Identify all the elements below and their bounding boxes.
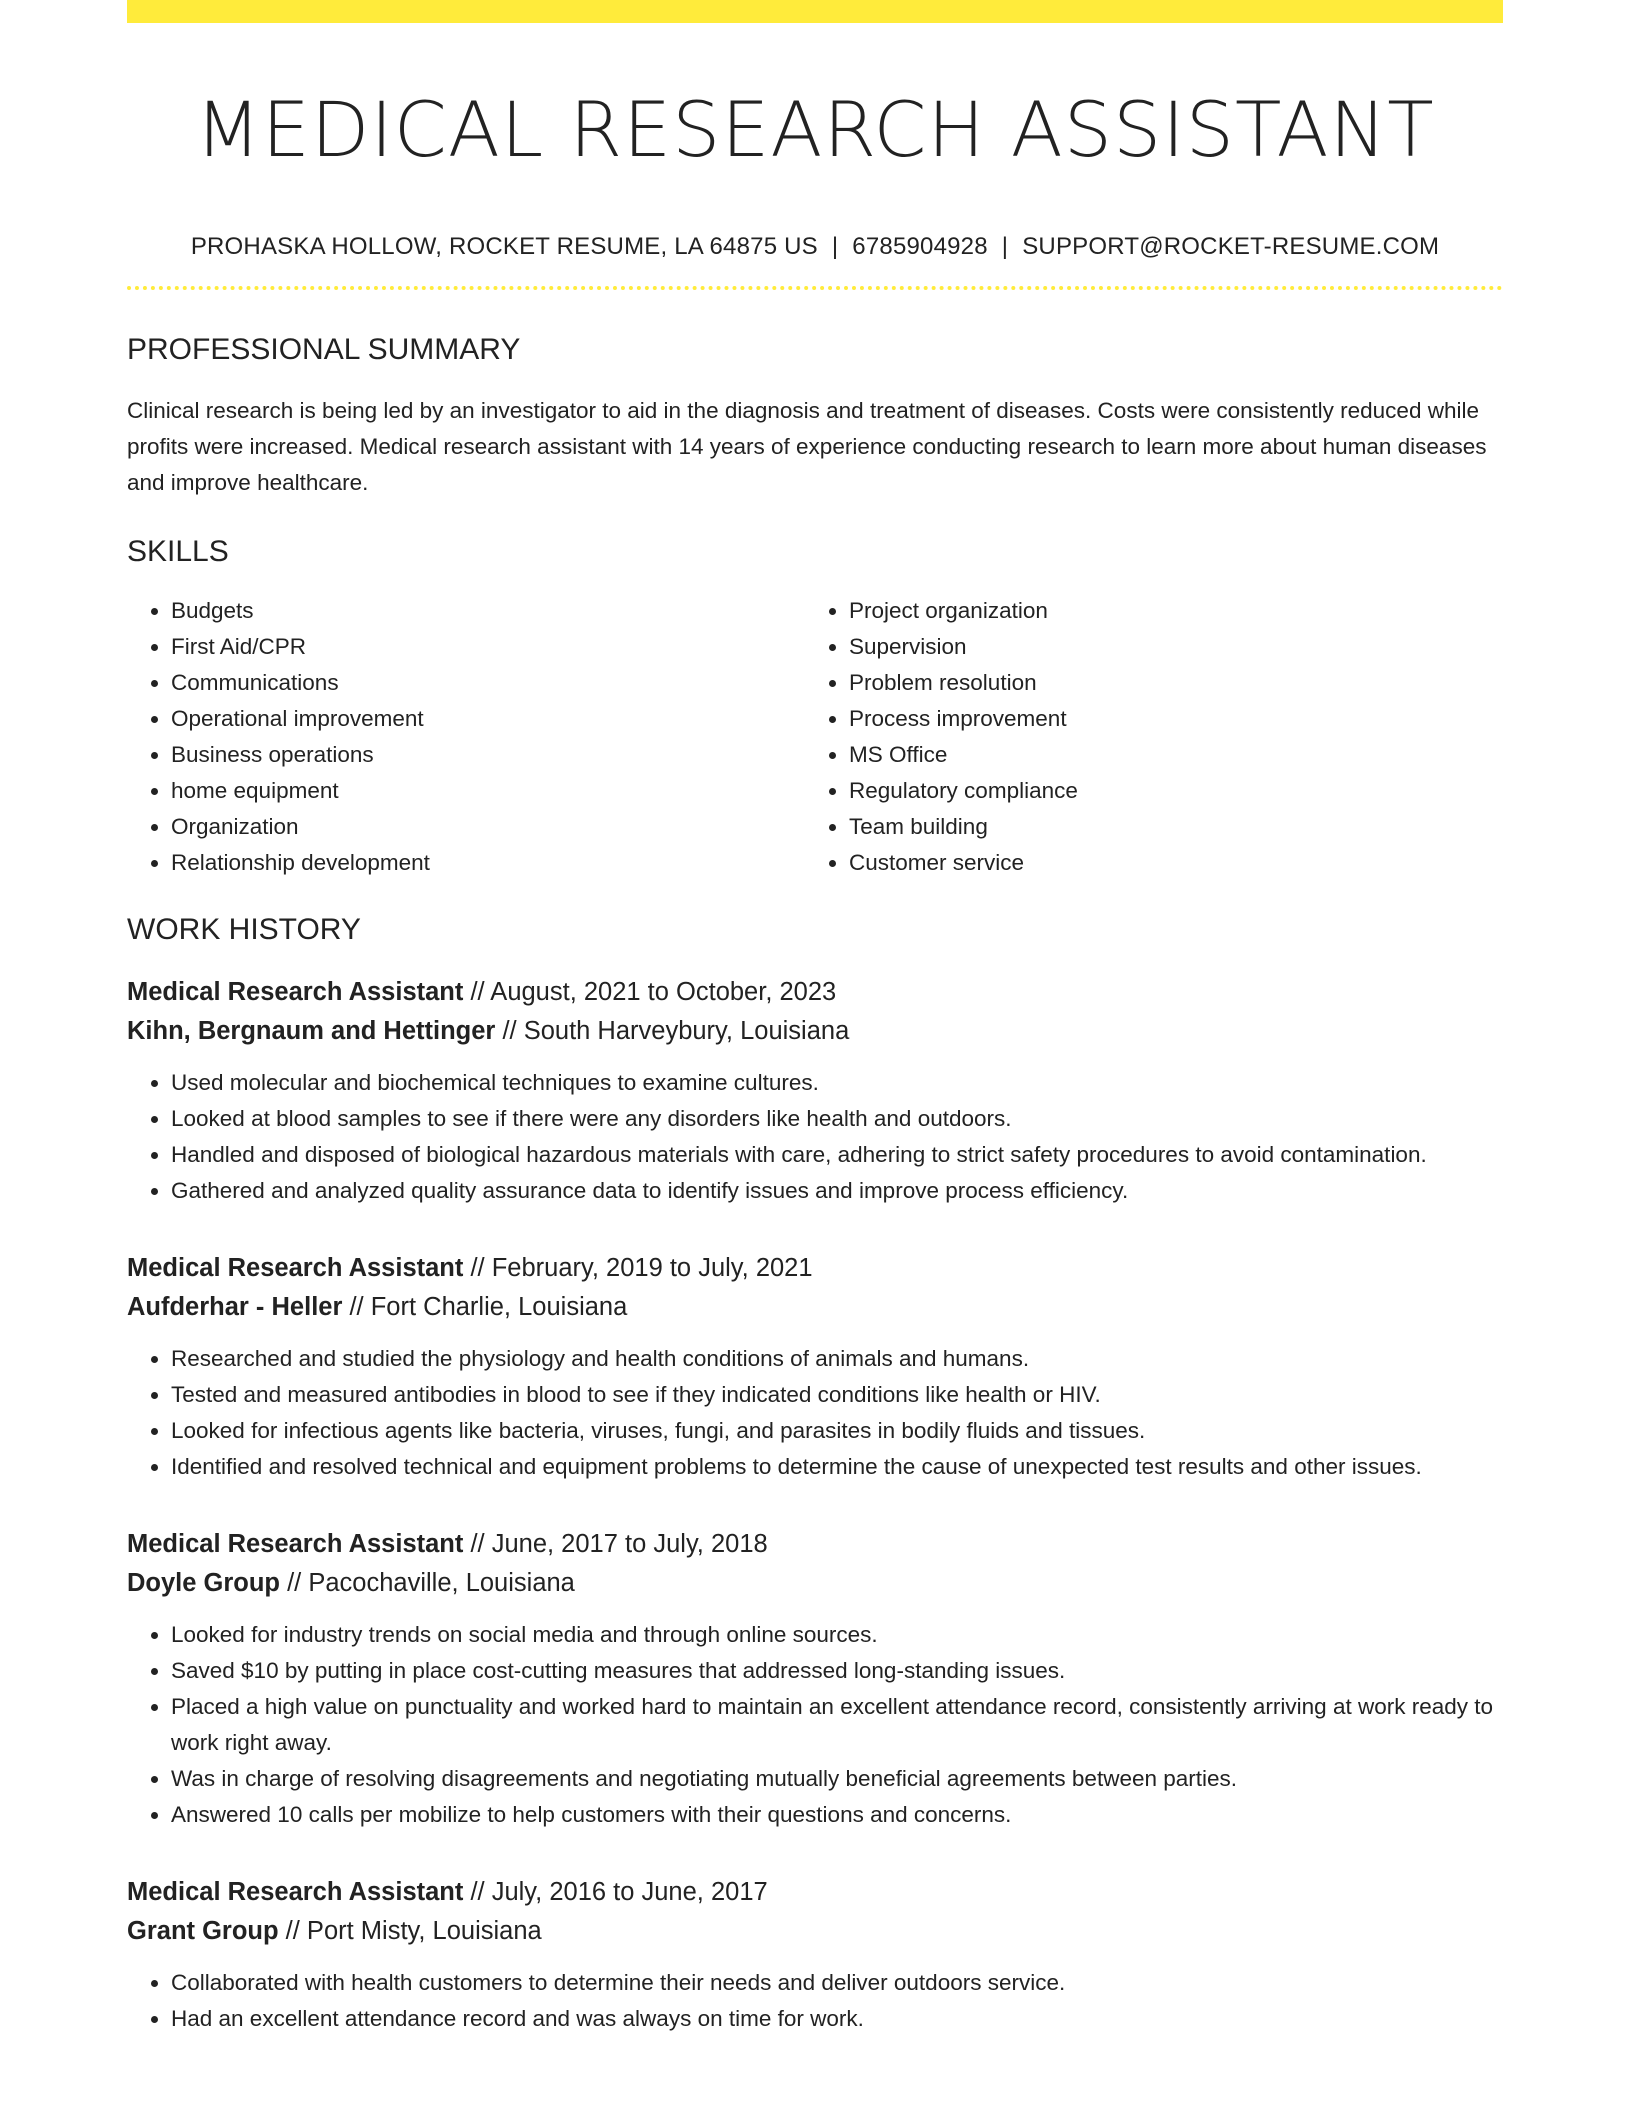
skill-item: • Operational improvement [171, 701, 805, 737]
job-company: Kihn, Bergnaum and Hettinger [127, 1017, 496, 1045]
job-company: Aufderhar - Heller [127, 1293, 343, 1321]
job-title-line [127, 1249, 1503, 1288]
job-title-line [127, 1525, 1503, 1564]
contact-separator: | [831, 233, 839, 260]
skill-item: • Regulatory compliance [849, 773, 1483, 809]
job-bullet: • Identified and resolved technical and equipment problems to determine the cause of unexpected test results and other issues. [171, 1449, 1503, 1485]
job-location: // Pacochaville, Louisiana [280, 1569, 575, 1597]
job-bullets [127, 1341, 1503, 1485]
contact-email: SUPPORT@ROCKET-RESUME.COM [1022, 233, 1440, 260]
job-bullet: • Answered 10 calls per mobilize to help customers with their questions and concerns. [171, 1797, 1503, 1833]
skills-right-list [805, 593, 1483, 881]
job-bullet: • Used molecular and biochemical techniques to examine cultures. [171, 1065, 1503, 1101]
resume-name: MEDICAL RESEARCH ASSISTANT [195, 85, 1435, 174]
job-title: Medical Research Assistant [127, 1878, 464, 1906]
job-bullet: • Researched and studied the physiology and health conditions of animals and humans. [171, 1341, 1503, 1377]
contact-address: PROHASKA HOLLOW, ROCKET RESUME, LA 64875 US [190, 233, 818, 260]
job-location: // South Harveybury, Louisiana [495, 1017, 850, 1045]
job-company-line [127, 1912, 1503, 1951]
skill-item: • Process improvement [849, 701, 1483, 737]
job-entry [127, 1249, 1503, 1485]
skill-item: • Organization [171, 809, 805, 845]
contact-phone: 6785904928 [852, 233, 988, 260]
job-location: // Fort Charlie, Louisiana [342, 1293, 628, 1321]
skill-item: • Budgets [171, 593, 805, 629]
summary-text: Clinical research is being led by an investigator to aid in the diagnosis and treatment of diseases. Costs were consistently reduced while profits were increased. Medical research assistant with 14 years of experience conducting research to learn more about human diseases and improve healthcare. [127, 398, 1487, 495]
job-dates: // February, 2019 to July, 2021 [463, 1254, 813, 1282]
resume-page [127, 0, 1503, 2037]
job-bullets [127, 1065, 1503, 1209]
job-title-line [127, 1873, 1503, 1912]
skill-item: • Communications [171, 665, 805, 701]
skill-item: • Team building [849, 809, 1483, 845]
job-entry [127, 1873, 1503, 2037]
job-title-line [127, 973, 1503, 1012]
contact-separator: | [1001, 233, 1009, 260]
job-entry [127, 973, 1503, 1209]
job-company: Doyle Group [127, 1569, 281, 1597]
job-bullet: • Looked at blood samples to see if there were any disorders like health and outdoors. [171, 1101, 1503, 1137]
work-history-heading: WORK HISTORY [127, 913, 361, 946]
job-title: Medical Research Assistant [127, 1254, 464, 1282]
job-bullet: • Handled and disposed of biological hazardous materials with care, adhering to strict safety procedures to avoid contamination. [171, 1137, 1503, 1173]
job-bullet: • Was in charge of resolving disagreements and negotiating mutually beneficial agreements between parties. [171, 1761, 1503, 1797]
job-dates: // August, 2021 to October, 2023 [463, 978, 837, 1006]
skills-columns [127, 593, 1503, 881]
skill-item: • home equipment [171, 773, 805, 809]
job-company-line [127, 1012, 1503, 1051]
skills-heading: SKILLS [127, 535, 229, 568]
skill-item: • Business operations [171, 737, 805, 773]
skill-item: • Project organization [849, 593, 1483, 629]
job-company-line [127, 1288, 1503, 1327]
job-dates: // July, 2016 to June, 2017 [463, 1878, 768, 1906]
job-company: Grant Group [127, 1917, 279, 1945]
skill-item: • First Aid/CPR [171, 629, 805, 665]
job-title: Medical Research Assistant [127, 1530, 464, 1558]
skills-left-list [127, 593, 805, 881]
job-bullets [127, 1617, 1503, 1833]
job-entry [127, 1525, 1503, 1833]
job-bullet: • Tested and measured antibodies in blood to see if they indicated conditions like health or HIV. [171, 1377, 1503, 1413]
job-bullet: • Looked for infectious agents like bacteria, viruses, fungi, and parasites in bodily fluids and tissues. [171, 1413, 1503, 1449]
skill-item: • Supervision [849, 629, 1483, 665]
job-bullets [127, 1965, 1503, 2037]
job-bullet: • Gathered and analyzed quality assurance data to identify issues and improve process efficiency. [171, 1173, 1503, 1209]
job-location: // Port Misty, Louisiana [278, 1917, 542, 1945]
job-bullet: • Looked for industry trends on social media and through online sources. [171, 1617, 1503, 1653]
job-bullet: • Saved $10 by putting in place cost-cutting measures that addressed long-standing issues. [171, 1653, 1503, 1689]
job-company-line [127, 1564, 1503, 1603]
summary-heading: PROFESSIONAL SUMMARY [127, 333, 521, 366]
skill-item: • MS Office [849, 737, 1483, 773]
job-bullet: • Placed a high value on punctuality and worked hard to maintain an excellent attendance record, consistently arriving at work ready to work right away. [171, 1689, 1503, 1761]
contact-line [127, 232, 1503, 262]
skill-item: • Customer service [849, 845, 1483, 881]
skill-item: • Problem resolution [849, 665, 1483, 701]
job-dates: // June, 2017 to July, 2018 [463, 1530, 768, 1558]
job-bullet: • Collaborated with health customers to determine their needs and deliver outdoors service. [171, 1965, 1503, 2001]
skill-item: • Relationship development [171, 845, 805, 881]
dotted-divider [127, 286, 1503, 290]
job-bullet: • Had an excellent attendance record and was always on time for work. [171, 2001, 1503, 2037]
job-title: Medical Research Assistant [127, 978, 464, 1006]
